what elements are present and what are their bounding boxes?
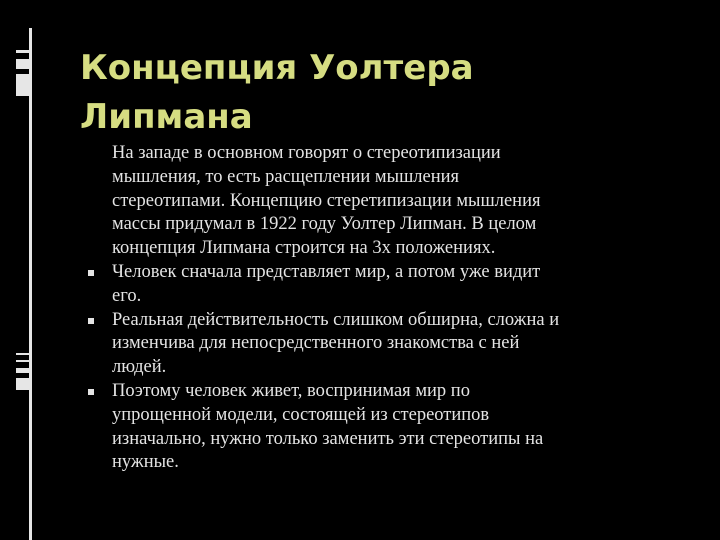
bullet-line: изменчива для непосредственного знакомства с ней	[112, 333, 520, 354]
slide-title	[80, 44, 680, 142]
bullet-line: Человек сначала представляет мир, а потом уже видит	[112, 261, 541, 282]
decorative-mark	[16, 353, 29, 355]
decorative-vertical-line	[29, 28, 32, 540]
bullet-line: нужные.	[112, 452, 179, 473]
square-bullet-icon	[88, 318, 94, 324]
square-bullet-icon	[88, 270, 94, 276]
bullet-item	[88, 380, 688, 475]
bullet-list	[88, 261, 688, 475]
decorative-mark	[16, 59, 29, 69]
intro-line: концепция Липмана строится на 3х положениях.	[112, 238, 496, 259]
decorative-mark	[16, 378, 29, 390]
slide-title-line-2: Липмана	[80, 97, 253, 137]
bullet-line: его.	[112, 285, 142, 306]
square-bullet-icon	[88, 389, 94, 395]
intro-line: На западе в основном говорят о стереотипизации	[112, 143, 501, 163]
decorative-mark	[16, 360, 29, 362]
bullet-line: упрощенной модели, состоящей из стереотипов	[112, 404, 490, 425]
bullet-line: людей.	[112, 357, 167, 378]
bullet-item	[88, 261, 688, 309]
decorative-mark	[16, 50, 29, 53]
intro-line: мышления, то есть расщеплении мышления	[112, 166, 460, 187]
slide-title-line-1: Концепция Уолтера	[80, 48, 474, 88]
decorative-mark	[16, 368, 29, 373]
bullet-line: изначально, нужно только заменить эти стереотипы на	[112, 428, 544, 449]
intro-line: массы придумал в 1922 году Уолтер Липман. В целом	[112, 214, 537, 235]
bullet-item	[88, 309, 688, 380]
bullet-line: Поэтому человек живет, воспринимая мир по	[112, 380, 470, 401]
intro-paragraph	[114, 142, 688, 261]
slide-body	[88, 142, 688, 475]
intro-line: стереотипами. Концепцию стеретипизации мышления	[112, 190, 541, 211]
bullet-line: Реальная действительность слишком обширна, сложна и	[112, 309, 560, 330]
decorative-mark	[16, 74, 29, 96]
